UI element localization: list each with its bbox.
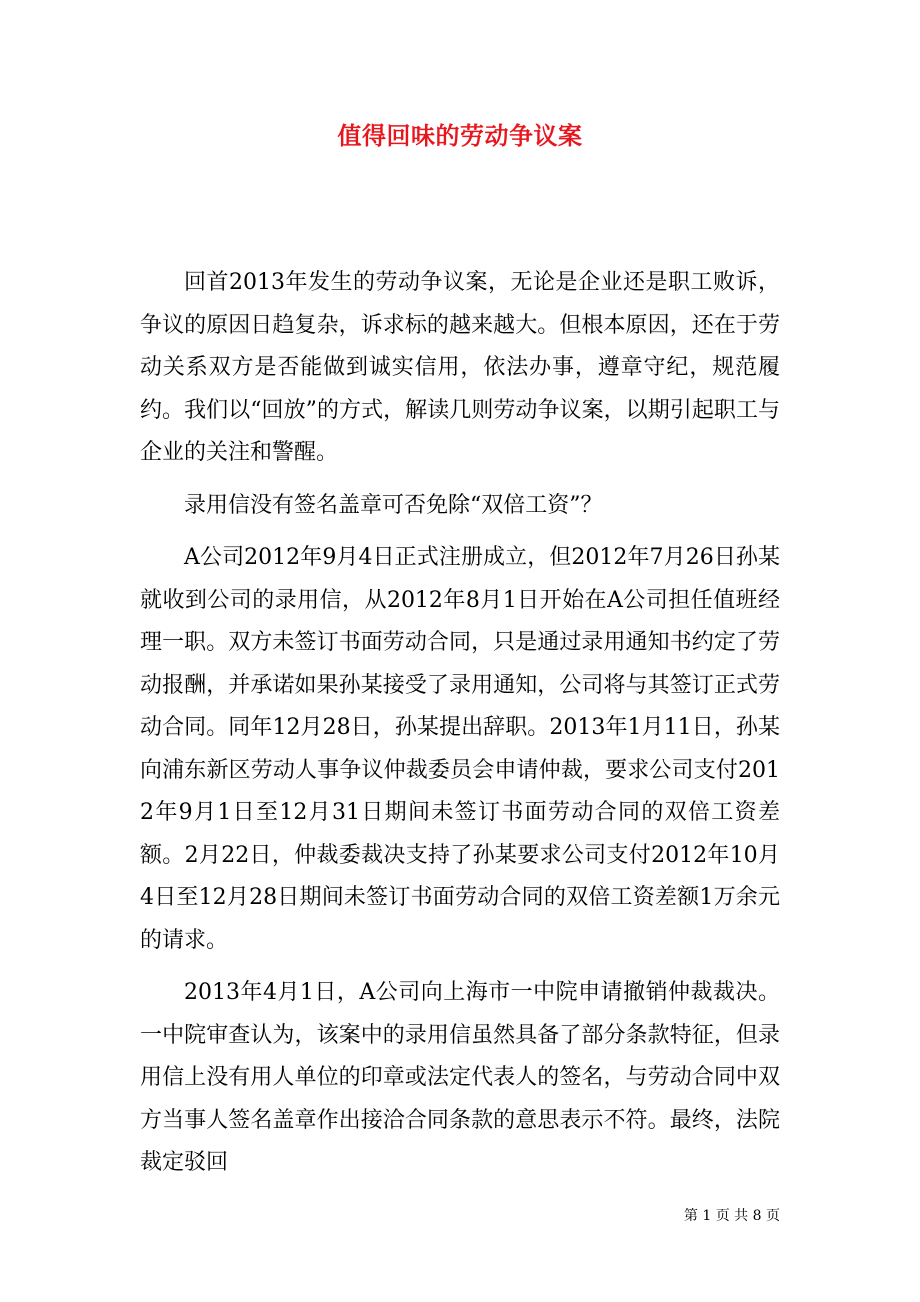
current-page-number: 1	[702, 1208, 712, 1224]
paragraph-case-facts: A公司2012年9月4日正式注册成立，但2012年7月26日孙某就收到公司的录用信，从2012年8月1日开始在A公司担任值班经理一职。双方未签订书面劳动合同，只是通过录用通知书约定了劳动报酬，并承诺如果孙某接受了录用通知，公司将与其签订正式劳动合同。同年12月28日，孙某提出辞职。2013年1月11日，孙某向浦东新区劳动人事争议仲裁委员会申请仲裁，要求公司支付2012年9月1日至12月31日期间未签订书面劳动合同的双倍工资差额。2月22日，仲裁委裁决支持了孙某要求公司支付2012年10月4日至12月28日期间未签订书面劳动合同的双倍工资差额1万余元的请求。	[140, 545, 780, 953]
paragraph-question-heading: 录用信没有签名盖章可否免除“双倍工资”？	[184, 492, 603, 518]
document-title: 值得回味的劳动争议案	[337, 121, 583, 150]
total-label: 共	[734, 1208, 749, 1224]
paragraph-intro: 回首2013年发生的劳动争议案，无论是企业还是职工败诉，争议的原因日趋复杂，诉求标的越来越大。但根本原因，还在于劳动关系双方是否能做到诚实信用，依法办事，遵章守纪，规范履约。我们以“回放”的方式，解读几则劳动争议案，以期引起职工与企业的关注和警醒。	[140, 270, 780, 465]
total-pages-number: 8	[752, 1208, 762, 1224]
page-label-prefix: 第	[683, 1208, 698, 1224]
page-label-mid: 页	[715, 1208, 730, 1224]
page-footer	[0, 1206, 780, 1226]
paragraph-court-ruling: 2013年4月1日，A公司向上海市一中院申请撤销仲裁裁决。一中院审查认为，该案中的录用信虽然具备了部分条款特征，但录用信上没有用人单位的印章或法定代表人的签名，与劳动合同中双方当事人签名盖章作出接洽合同条款的意思表示不符。最终，法院裁定驳回	[140, 980, 780, 1175]
page-label-suffix: 页	[766, 1208, 780, 1224]
document-body	[140, 262, 780, 1195]
